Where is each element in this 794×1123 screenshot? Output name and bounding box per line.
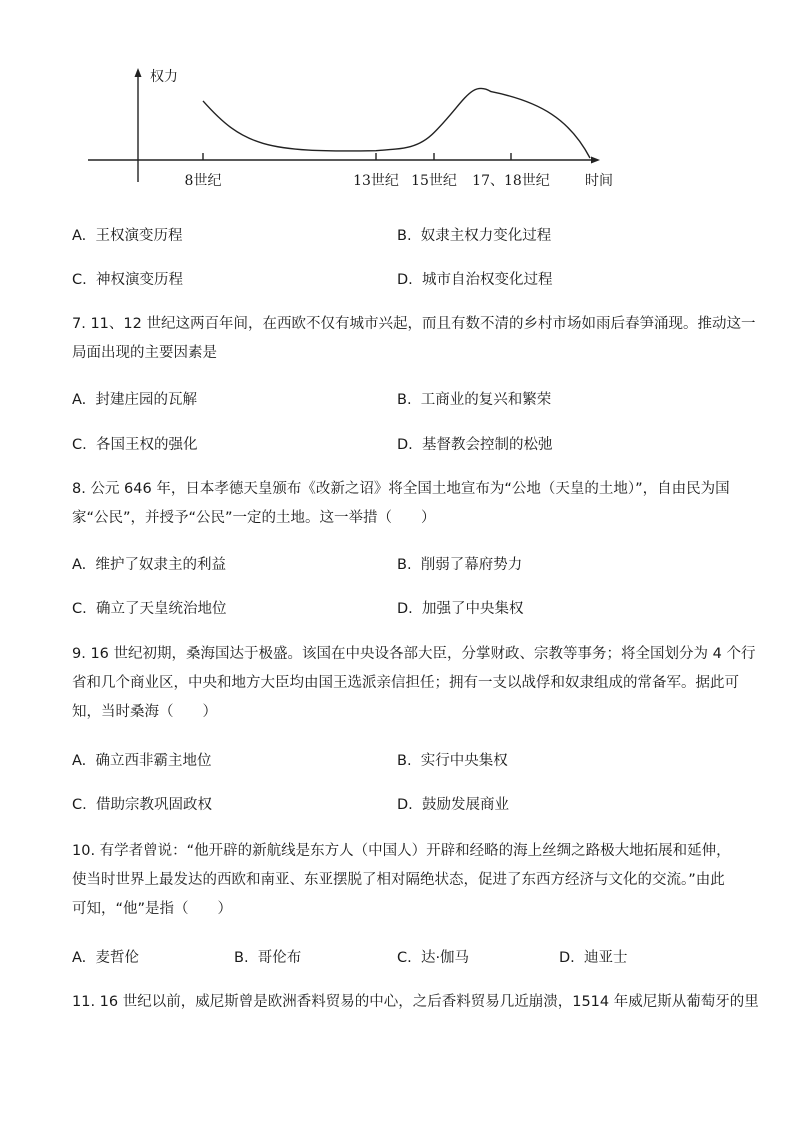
q10-line-3: 可知，“他”是指（ ） [72,901,233,917]
question-11 [72,988,759,1017]
x-tick-label: 15世纪 [411,173,457,189]
q8-option-a: A. 维护了奴隶主的利益 [72,557,226,573]
q7-line-1: 7. 11、12 世纪这两百年间，在西欧不仅有城市兴起，而且有数不清的乡村市场如雨后春笋涌现。推动这一 [72,316,756,332]
question-8 [72,475,730,533]
q6-option-a: A. 王权演变历程 [72,228,183,244]
x-tick-label: 8世纪 [184,173,222,189]
power-chart [80,60,620,195]
q6-option-b: B. 奴隶主权力变化过程 [397,228,552,244]
x-tick-label: 13世纪 [353,173,399,189]
q10-line-1: 10. 有学者曾说：“他开辟的新航线是东方人（中国人）开辟和经略的海上丝绸之路极大地拓展和延伸， [72,843,731,859]
power-curve [203,88,590,158]
y-axis-label: 权力 [150,69,178,85]
q7-option-a: A. 封建庄园的瓦解 [72,392,197,408]
y-axis-arrow [135,68,142,77]
q7-option-c: C. 各国王权的强化 [72,437,198,453]
q10-option-c: C. 达·伽马 [397,950,470,966]
q8-option-d: D. 加强了中央集权 [397,601,524,617]
q9-line-2: 省和几个商业区，中央和地方大臣均由国王选派亲信担任；拥有一支以战俘和奴隶组成的常备军。据此可 [72,675,739,691]
q8-line-1: 8. 公元 646 年，日本孝德天皇颁布《改新之诏》将全国土地宣布为“公地（天皇的土地）”，自由民为国 [72,481,730,497]
question-10 [72,837,731,924]
q8-option-b: B. 削弱了幕府势力 [397,557,523,573]
x-axis-arrow [591,157,600,164]
q10-option-b: B. 哥伦布 [234,950,302,966]
question-9 [72,640,756,727]
q9-line-3: 知，当时桑海（ ） [72,704,217,720]
q9-option-c: C. 借助宗教巩固政权 [72,797,212,813]
x-tick-label: 17、18世纪 [472,173,550,189]
q7-option-b: B. 工商业的复兴和繁荣 [397,392,552,408]
q9-line-1: 9. 16 世纪初期，桑海国达于极盛。该国在中央设各部大臣，分掌财政、宗教等事务；将全国划分为 4 个行 [72,646,756,662]
q10-line-2: 使当时世界上最发达的西欧和南亚、东亚摆脱了相对隔绝状态，促进了东西方经济与文化的交流。”由此 [72,872,725,888]
q8-option-c: C. 确立了天皇统治地位 [72,601,227,617]
q10-option-a: A. 麦哲伦 [72,950,139,966]
q10-option-d: D. 迪亚士 [559,950,628,966]
q9-option-d: D. 鼓励发展商业 [397,797,509,813]
q6-option-c: C. 神权演变历程 [72,272,183,288]
q11-line-1: 11. 16 世纪以前，威尼斯曾是欧洲香料贸易的中心，之后香料贸易几近崩溃，1514 年威尼斯从葡萄牙的里 [72,994,759,1010]
q6-option-d: D. 城市自治权变化过程 [397,272,553,288]
q8-line-2: 家“公民”，并授予“公民”一定的土地。这一举措（ ） [72,510,436,526]
q9-option-b: B. 实行中央集权 [397,753,508,769]
q9-option-a: A. 确立西非霸主地位 [72,753,212,769]
question-7 [72,310,756,368]
q7-line-2: 局面出现的主要因素是 [72,345,217,361]
q7-option-d: D. 基督教会控制的松弛 [397,437,553,453]
x-axis-label: 时间 [585,173,613,189]
